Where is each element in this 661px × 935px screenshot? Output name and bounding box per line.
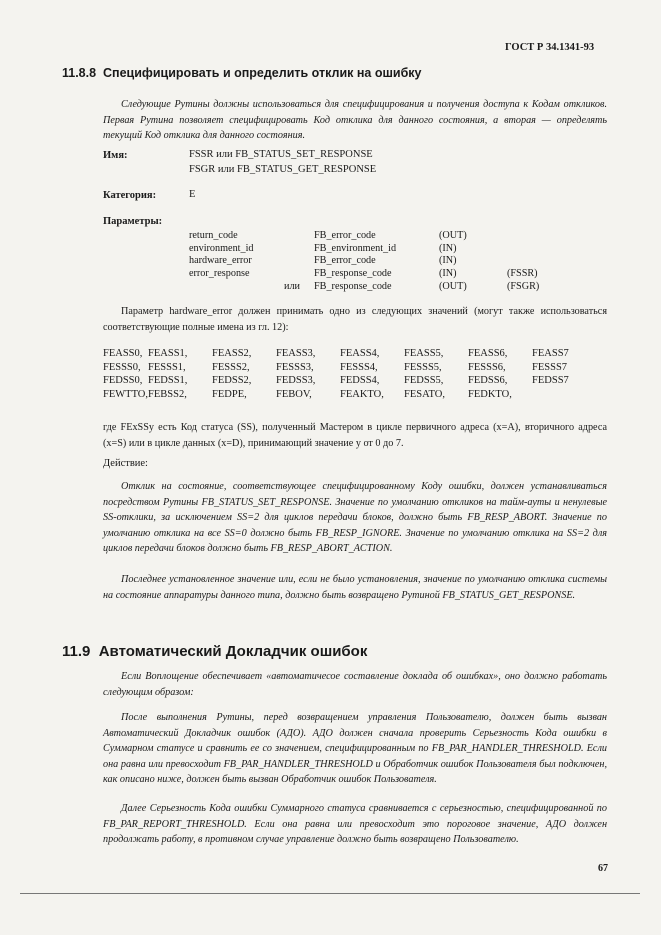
param-prefix: [284, 267, 314, 280]
where-paragraph: где FExSSy есть Код статуса (SS), полученный Мастером в цикле первичного адреса (x=A), вторичного адреса (x=S) или в цикле данных (x=D), принимающий значение y от 0 до 7.: [103, 422, 607, 449]
code-row: [103, 374, 582, 388]
code-cell: FESSS6,: [468, 361, 506, 373]
code-cell: FEASS4,: [340, 348, 380, 360]
code-cell: FEWTTO,: [103, 388, 149, 400]
param-name: hardware_error: [189, 255, 252, 267]
code-cell: FEDSS1,: [148, 375, 188, 387]
category-label: Категория:: [103, 190, 157, 201]
code-cell: FESSS5,: [404, 361, 442, 373]
code-cell: FESSS7: [532, 361, 568, 373]
param-direction: (IN): [439, 242, 457, 254]
code-cell: FESSS1,: [148, 361, 186, 373]
code-cell: FEASS5,: [404, 348, 444, 360]
code-row: [103, 361, 582, 375]
code-cell: FEDSS6,: [468, 375, 508, 387]
section-11-9-paragraph-1: Если Воплощение обеспечивает «автоматичесое составление доклада об ошибках», оно должно работать следующим образом:: [103, 671, 607, 698]
param-prefix: [284, 255, 314, 268]
code-cell: FEBOV,: [276, 388, 312, 400]
param-type: FB_response_code: [314, 281, 392, 293]
code-cell: FEDSS3,: [276, 375, 316, 387]
code-cell: [532, 388, 582, 402]
code-cell: FEDSS5,: [404, 375, 444, 387]
param-direction: (IN): [439, 268, 457, 280]
action-label: Действие:: [103, 458, 148, 469]
param-type: FB_error_code: [314, 229, 376, 241]
action-paragraph-2: Последнее установленное значение или, если не было установления, значение по умолчанию отклика системы на состояние аппаратуры данного типа, должно быть возвращено Рутиной FB_STATUS_GET_RESPONSE.: [103, 574, 607, 601]
error-codes-table: [103, 347, 582, 401]
code-row: [103, 347, 582, 361]
param-prefix: [284, 229, 314, 242]
intro-paragraph: Следующие Рутины должны использоваться для специфицирования и получения доступа к Кодам откликов. Первая Рутина позволяет специфицировать Код отклика для данного состояния, а вторая — определять текущий Код отклика для данного состояния.: [103, 99, 607, 141]
param-row: [189, 242, 567, 255]
code-cell: FESSS3,: [276, 361, 314, 373]
param-direction: (OUT): [439, 281, 467, 293]
param-type: FB_environment_id: [314, 242, 397, 254]
code-cell: FEASS7: [532, 348, 569, 360]
section-heading-11-9: [62, 643, 367, 660]
section-title: Специфицировать и определить отклик на ошибку: [103, 66, 422, 80]
code-cell: FEDSS4,: [340, 375, 380, 387]
code-cell: FESSS4,: [340, 361, 378, 373]
name-line-1: FSSR или FB_STATUS_SET_RESPONSE: [189, 149, 373, 160]
code-cell: FESATO,: [404, 388, 445, 400]
section-11-9-paragraph-3: Далее Серьезность Кода ошибки Суммарного статуса сравнивается с серьезностью, специфицированной по FB_PAR_REPORT_THRESHOLD. Если она равна или превосходит это пороговое значение, АДО должен продолжать работу, в противном случае управление должно быть возвращено Пользователю.: [103, 803, 607, 845]
code-cell: FEASS3,: [276, 348, 316, 360]
code-cell: FESSS2,: [212, 361, 250, 373]
param-direction: (IN): [439, 255, 457, 267]
action-paragraph-1: Отклик на состояние, соответствующее специфицированному Коду ошибки, должен устанавливаться посредством Рутины FB_STATUS_SET_RESPONSE. Значение по умолчанию откликов на тайм-ауты и ненулевые SS-отклики, за исключением SS=2 для циклов передачи блоков, должно быть FB_RESP_ABORT. Значение по умолчанию отклика на все SS=0 должно быть FB_RESP_IGNORE. Значение по умолчанию отклика на SS=2 для циклов передачи блоков должно быть FB_RESP_ABORT_ACTION.: [103, 481, 607, 554]
param-name: error_response: [189, 268, 250, 280]
param-direction: (OUT): [439, 229, 467, 241]
code-cell: FESSS0,: [103, 361, 141, 373]
code-cell: FEDPE,: [212, 388, 247, 400]
code-cell: FEASS6,: [468, 348, 508, 360]
section-11-9-paragraph-2: После выполнения Рутины, перед возвращением управления Пользователю, должен быть вызван Автоматический Докладчик ошибок (АДО). АДО должен сначала проверить Серьезность Кода ошибки в Суммарном статусе и сравнить ее со значением, специфицированным по FB_PAR_HANDLER_THRESHOLD. Если она равна или превосходит FB_PAR_HANDLER_THRESHOLD и Обработчик ошибок Пользователя был подключен, как описано ниже, должен быть вызван Обработчик ошибок Пользователя.: [103, 712, 607, 785]
code-cell: FEDKTO,: [468, 388, 512, 400]
param-name: environment_id: [189, 242, 254, 254]
code-cell: FEASS0,: [103, 348, 143, 360]
standard-header: ГОСТ Р 34.1341-93: [505, 42, 595, 53]
name-line-2: FSGR или FB_STATUS_GET_RESPONSE: [189, 163, 377, 175]
param-prefix: или: [284, 281, 300, 293]
code-cell: FEBSS2,: [148, 388, 187, 400]
code-cell: FEDSS0,: [103, 375, 143, 387]
params-label: Параметры:: [103, 216, 163, 227]
param-row: [189, 267, 567, 280]
code-row: [103, 388, 582, 402]
param-row: [189, 255, 567, 268]
param-prefix: [284, 242, 314, 255]
section-heading-11-8-8: [62, 66, 422, 80]
param-type: FB_response_code: [314, 268, 392, 280]
param-routine: (FSGR): [507, 281, 540, 293]
param-routine: (FSSR): [507, 268, 538, 280]
section-number: 11.8.8: [62, 66, 97, 80]
footer-rule: [20, 893, 640, 894]
code-cell: FEASS1,: [148, 348, 188, 360]
code-cell: FEDSS2,: [212, 375, 252, 387]
code-cell: FEDSS7: [532, 375, 569, 387]
section-number: 11.9: [62, 643, 91, 660]
section-title: Автоматический Докладчик ошибок: [98, 643, 368, 660]
code-cell: FEAKTO,: [340, 388, 384, 400]
param-routine: [507, 255, 567, 268]
param-type: FB_error_code: [314, 255, 376, 267]
param-row: [189, 280, 567, 293]
param-routine: [507, 242, 567, 255]
hardware-error-paragraph: Параметр hardware_error должен принимать одно из следующих значений (могут также использоваться соответствующие полные имена из гл. 12):: [103, 306, 607, 333]
name-label: Имя:: [103, 150, 128, 161]
param-name: [189, 280, 284, 293]
params-table: [189, 229, 567, 293]
name-values: [189, 148, 376, 177]
param-row: [189, 229, 567, 242]
page-number: 67: [598, 863, 608, 874]
code-cell: FEASS2,: [212, 348, 252, 360]
param-name: return_code: [189, 229, 238, 241]
category-value: E: [189, 189, 196, 200]
param-routine: [507, 229, 567, 242]
